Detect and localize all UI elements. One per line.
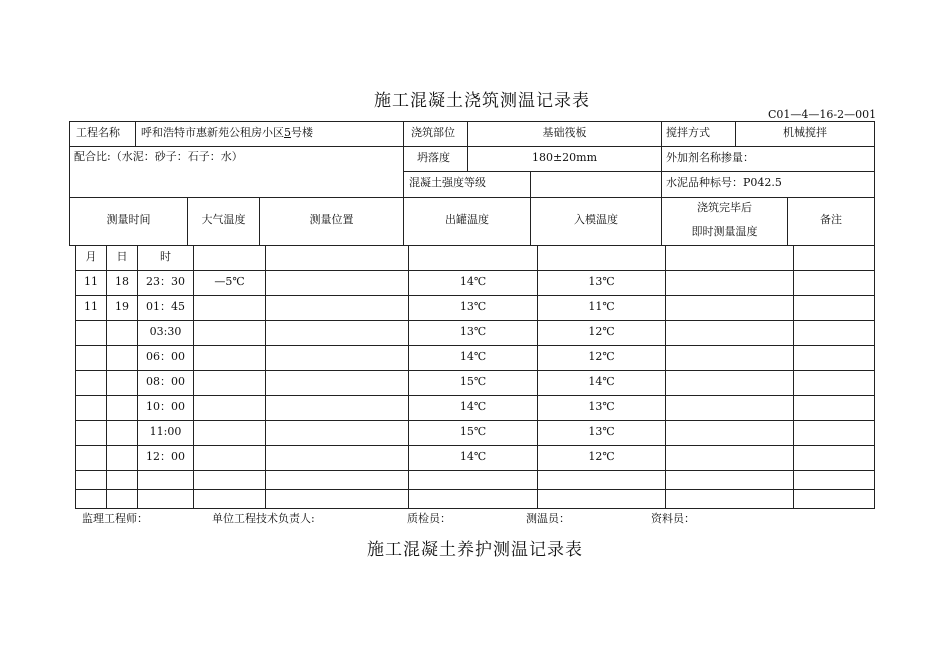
row-mold-temp: 14℃ [588, 375, 615, 388]
project-value [141, 126, 313, 140]
slump-label: 坍落度 [417, 151, 450, 164]
row-day: 18 [115, 275, 129, 288]
col-after-pour-line1: 浇筑完毕后 [697, 201, 752, 214]
row-mold-temp: 13℃ [588, 275, 615, 288]
admixture-label: 外加剂名称掺量： [666, 151, 754, 164]
row-mold-temp: 13℃ [588, 400, 615, 413]
row-mold-temp: 11℃ [588, 300, 615, 313]
row-tank-temp: 14℃ [459, 450, 487, 463]
project-value-prefix: 呼和浩特市惠新苑公租房小区 [141, 126, 284, 139]
row-time: 11:00 [149, 425, 182, 438]
row-time: 08：00 [146, 375, 185, 388]
footer-thermometrist: 测温员： [526, 512, 570, 525]
row-mold-temp: 12℃ [588, 325, 615, 338]
col-tank-temp: 出罐温度 [445, 213, 489, 226]
mix-method-label: 搅拌方式 [666, 126, 710, 139]
slump-value: 180±20mm [531, 151, 598, 164]
row-mold-temp: 12℃ [588, 350, 615, 363]
row-time: 23：30 [146, 275, 185, 288]
row-tank-temp: 14℃ [459, 275, 487, 288]
row-air-temp: —5℃ [214, 275, 245, 288]
row-tank-temp: 15℃ [459, 375, 487, 388]
col-day: 日 [116, 250, 128, 263]
row-mold-temp: 13℃ [588, 425, 615, 438]
col-month: 月 [85, 250, 97, 263]
mix-method-value: 机械搅拌 [783, 126, 827, 139]
footer-inspector: 质检员： [407, 512, 451, 525]
footer-tech-lead: 单位工程技术负责人: [212, 512, 315, 525]
col-after-pour-line2: 即时测量温度 [691, 225, 758, 238]
row-tank-temp: 13℃ [459, 325, 487, 338]
cement-label: 水泥品种标号：P042.5 [666, 176, 782, 189]
row-month: 11 [84, 275, 98, 288]
pour-part-label: 浇筑部位 [411, 126, 455, 139]
footer-archivist: 资料员： [651, 512, 695, 525]
document-subtitle: 施工混凝土养护测温记录表 [367, 540, 583, 560]
document-code: C01—4—16-2—001 [768, 108, 877, 121]
project-value-suffix: 号楼 [291, 126, 313, 139]
col-position: 测量位置 [309, 213, 354, 226]
footer-supervisor: 监理工程师： [82, 512, 148, 525]
col-measure-time: 测量时间 [106, 213, 151, 226]
row-tank-temp: 14℃ [459, 350, 487, 363]
row-mold-temp: 12℃ [588, 450, 615, 463]
row-month: 11 [84, 300, 98, 313]
project-building-number: 5 [284, 126, 291, 139]
project-label: 工程名称 [76, 126, 120, 139]
mix-ratio-label: 配合比:（水泥：砂子：石子：水） [74, 150, 243, 163]
row-time: 12：00 [146, 450, 185, 463]
row-tank-temp: 13℃ [459, 300, 487, 313]
row-time: 03:30 [149, 325, 182, 338]
col-remark: 备注 [820, 213, 842, 226]
strength-label: 混凝土强度等级 [409, 176, 486, 189]
document-title: 施工混凝土浇筑测温记录表 [374, 91, 590, 111]
row-day: 19 [115, 300, 129, 313]
col-mold-temp: 入模温度 [574, 213, 618, 226]
col-air-temp: 大气温度 [201, 213, 246, 226]
pour-part-value: 基础筏板 [542, 126, 587, 139]
row-tank-temp: 14℃ [459, 400, 487, 413]
row-time: 06：00 [146, 350, 185, 363]
col-hour: 时 [160, 250, 171, 263]
row-tank-temp: 15℃ [459, 425, 487, 438]
row-time: 10：00 [146, 400, 185, 413]
row-time: 01：45 [146, 300, 185, 313]
